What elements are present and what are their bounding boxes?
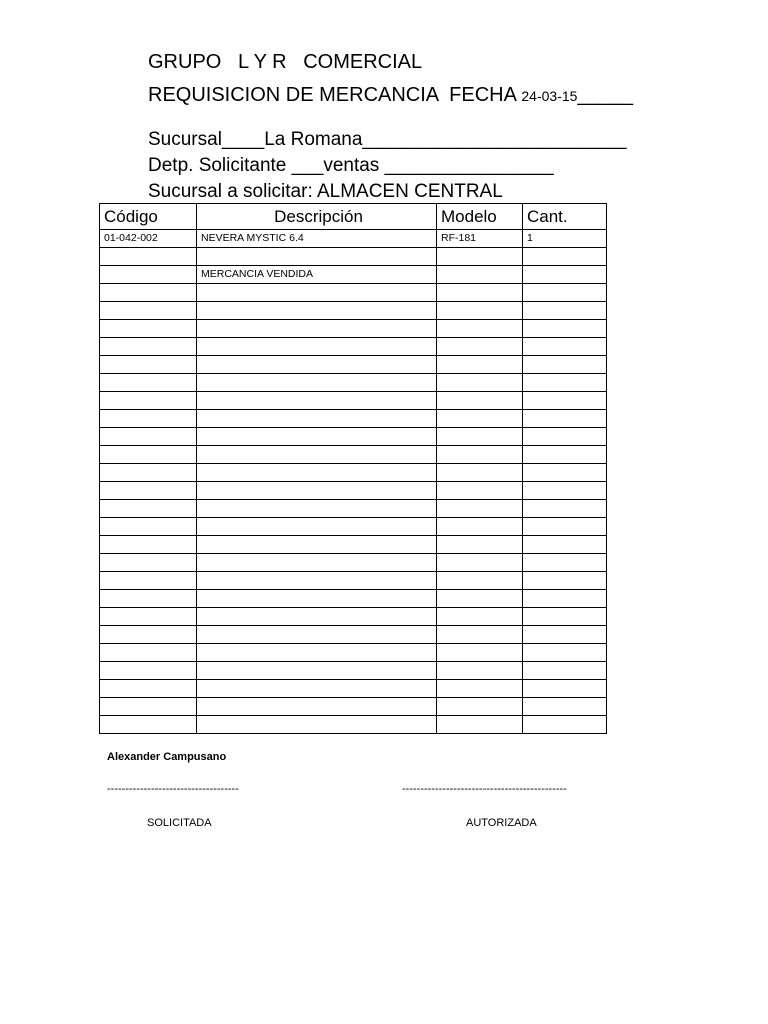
cell-cantidad (523, 446, 607, 464)
header-cantidad: Cant. (523, 204, 607, 230)
cell-descripcion (197, 518, 437, 536)
table-row (100, 572, 607, 590)
cell-codigo (100, 608, 197, 626)
sucursal-line: Sucursal____La Romana_________________________ (148, 129, 627, 150)
cell-modelo (437, 446, 523, 464)
cell-cantidad (523, 266, 607, 284)
cell-cantidad (523, 644, 607, 662)
cell-cantidad: 1 (523, 230, 607, 248)
cell-cantidad (523, 500, 607, 518)
cell-cantidad (523, 518, 607, 536)
cell-descripcion (197, 464, 437, 482)
cell-codigo (100, 644, 197, 662)
table-row (100, 716, 607, 734)
cell-codigo (100, 572, 197, 590)
cell-cantidad (523, 392, 607, 410)
cell-codigo (100, 698, 197, 716)
table-row (100, 266, 607, 284)
cell-cantidad (523, 464, 607, 482)
form-date: 24-03-15 (521, 88, 578, 104)
cell-codigo (100, 320, 197, 338)
table-row (100, 590, 607, 608)
cell-descripcion (197, 626, 437, 644)
table-row (100, 302, 607, 320)
label-solicitada: SOLICITADA (147, 817, 212, 829)
table-row (100, 608, 607, 626)
cell-modelo (437, 320, 523, 338)
cell-modelo (437, 518, 523, 536)
form-title-text: REQUISICION DE MERCANCIA FECHA (148, 84, 522, 106)
table-row (100, 662, 607, 680)
cell-cantidad (523, 662, 607, 680)
table-row (100, 374, 607, 392)
cell-codigo: 01-042-002 (100, 230, 197, 248)
cell-codigo (100, 716, 197, 734)
table-row (100, 410, 607, 428)
cell-modelo (437, 626, 523, 644)
cell-modelo (437, 338, 523, 356)
cell-modelo (437, 536, 523, 554)
table-row (100, 320, 607, 338)
cell-descripcion (197, 284, 437, 302)
cell-descripcion (197, 698, 437, 716)
cell-cantidad (523, 374, 607, 392)
cell-codigo (100, 464, 197, 482)
cell-codigo (100, 554, 197, 572)
cell-cantidad (523, 626, 607, 644)
cell-descripcion (197, 374, 437, 392)
cell-descripcion (197, 356, 437, 374)
cell-descripcion (197, 338, 437, 356)
cell-descripcion (197, 410, 437, 428)
table-row (100, 536, 607, 554)
cell-codigo (100, 338, 197, 356)
cell-modelo (437, 644, 523, 662)
cell-descripcion (197, 320, 437, 338)
table-row (100, 518, 607, 536)
signature-line-right: --------------------------------------------- (402, 783, 567, 795)
cell-modelo (437, 590, 523, 608)
table-row (100, 446, 607, 464)
table-row (100, 428, 607, 446)
cell-descripcion (197, 500, 437, 518)
cell-codigo (100, 248, 197, 266)
cell-cantidad (523, 536, 607, 554)
cell-modelo (437, 302, 523, 320)
cell-cantidad (523, 482, 607, 500)
cell-modelo (437, 500, 523, 518)
cell-descripcion: NEVERA MYSTIC 6.4 (197, 230, 437, 248)
cell-descripcion (197, 572, 437, 590)
table-row (100, 680, 607, 698)
table-row (100, 392, 607, 410)
table-row (100, 356, 607, 374)
table-row (100, 338, 607, 356)
cell-descripcion (197, 590, 437, 608)
cell-cantidad (523, 302, 607, 320)
cell-codigo (100, 410, 197, 428)
cell-modelo (437, 356, 523, 374)
company-name: GRUPO L Y R COMERCIAL (148, 51, 423, 73)
signer-name: Alexander Campusano (107, 751, 227, 763)
cell-descripcion (197, 662, 437, 680)
cell-codigo (100, 284, 197, 302)
cell-cantidad (523, 698, 607, 716)
cell-cantidad (523, 338, 607, 356)
cell-modelo: RF-181 (437, 230, 523, 248)
cell-descripcion (197, 716, 437, 734)
cell-codigo (100, 374, 197, 392)
cell-codigo (100, 590, 197, 608)
table-header-row (100, 204, 607, 230)
table-row (100, 284, 607, 302)
cell-cantidad (523, 590, 607, 608)
cell-modelo (437, 374, 523, 392)
cell-codigo (100, 446, 197, 464)
table-row (100, 482, 607, 500)
cell-descripcion (197, 446, 437, 464)
cell-codigo (100, 518, 197, 536)
table-row (100, 626, 607, 644)
cell-cantidad (523, 572, 607, 590)
table-row (100, 554, 607, 572)
cell-modelo (437, 410, 523, 428)
cell-codigo (100, 428, 197, 446)
cell-codigo (100, 680, 197, 698)
header-descripcion: Descripción (197, 204, 437, 230)
cell-cantidad (523, 356, 607, 374)
cell-descripcion (197, 644, 437, 662)
form-title (148, 83, 633, 108)
cell-modelo (437, 572, 523, 590)
cell-modelo (437, 680, 523, 698)
cell-codigo (100, 536, 197, 554)
cell-modelo (437, 284, 523, 302)
cell-modelo (437, 662, 523, 680)
cell-cantidad (523, 608, 607, 626)
table-row (100, 230, 607, 248)
cell-modelo (437, 428, 523, 446)
cell-descripcion (197, 482, 437, 500)
requisition-table (99, 203, 607, 734)
cell-cantidad (523, 248, 607, 266)
cell-cantidad (523, 716, 607, 734)
cell-descripcion (197, 248, 437, 266)
cell-descripcion (197, 680, 437, 698)
cell-cantidad (523, 428, 607, 446)
table-row (100, 464, 607, 482)
table-row (100, 698, 607, 716)
table-row (100, 644, 607, 662)
header-modelo: Modelo (437, 204, 523, 230)
table-body (100, 230, 607, 734)
cell-modelo (437, 554, 523, 572)
cell-modelo (437, 392, 523, 410)
cell-codigo (100, 302, 197, 320)
cell-descripcion (197, 608, 437, 626)
cell-modelo (437, 266, 523, 284)
cell-descripcion (197, 428, 437, 446)
cell-codigo (100, 266, 197, 284)
cell-codigo (100, 500, 197, 518)
cell-modelo (437, 482, 523, 500)
cell-codigo (100, 356, 197, 374)
cell-descripcion (197, 554, 437, 572)
signature-line-left: ------------------------------------ (107, 783, 239, 795)
departamento-line: Detp. Solicitante ___ventas ________________ (148, 155, 554, 176)
cell-cantidad (523, 320, 607, 338)
cell-cantidad (523, 680, 607, 698)
cell-cantidad (523, 554, 607, 572)
form-date-underline: _____ (577, 84, 634, 106)
cell-codigo (100, 392, 197, 410)
cell-modelo (437, 608, 523, 626)
header-codigo: Código (100, 204, 197, 230)
table-row (100, 500, 607, 518)
cell-descripcion (197, 302, 437, 320)
cell-codigo (100, 662, 197, 680)
label-autorizada: AUTORIZADA (466, 817, 537, 829)
table-row (100, 248, 607, 266)
cell-modelo (437, 716, 523, 734)
cell-modelo (437, 464, 523, 482)
cell-modelo (437, 248, 523, 266)
cell-descripcion (197, 536, 437, 554)
cell-codigo (100, 482, 197, 500)
sucursal-solicitar-line: Sucursal a solicitar: ALMACEN CENTRAL (148, 181, 503, 202)
cell-cantidad (523, 284, 607, 302)
cell-descripcion (197, 392, 437, 410)
cell-modelo (437, 698, 523, 716)
cell-cantidad (523, 410, 607, 428)
cell-codigo (100, 626, 197, 644)
cell-descripcion: MERCANCIA VENDIDA (197, 266, 437, 284)
